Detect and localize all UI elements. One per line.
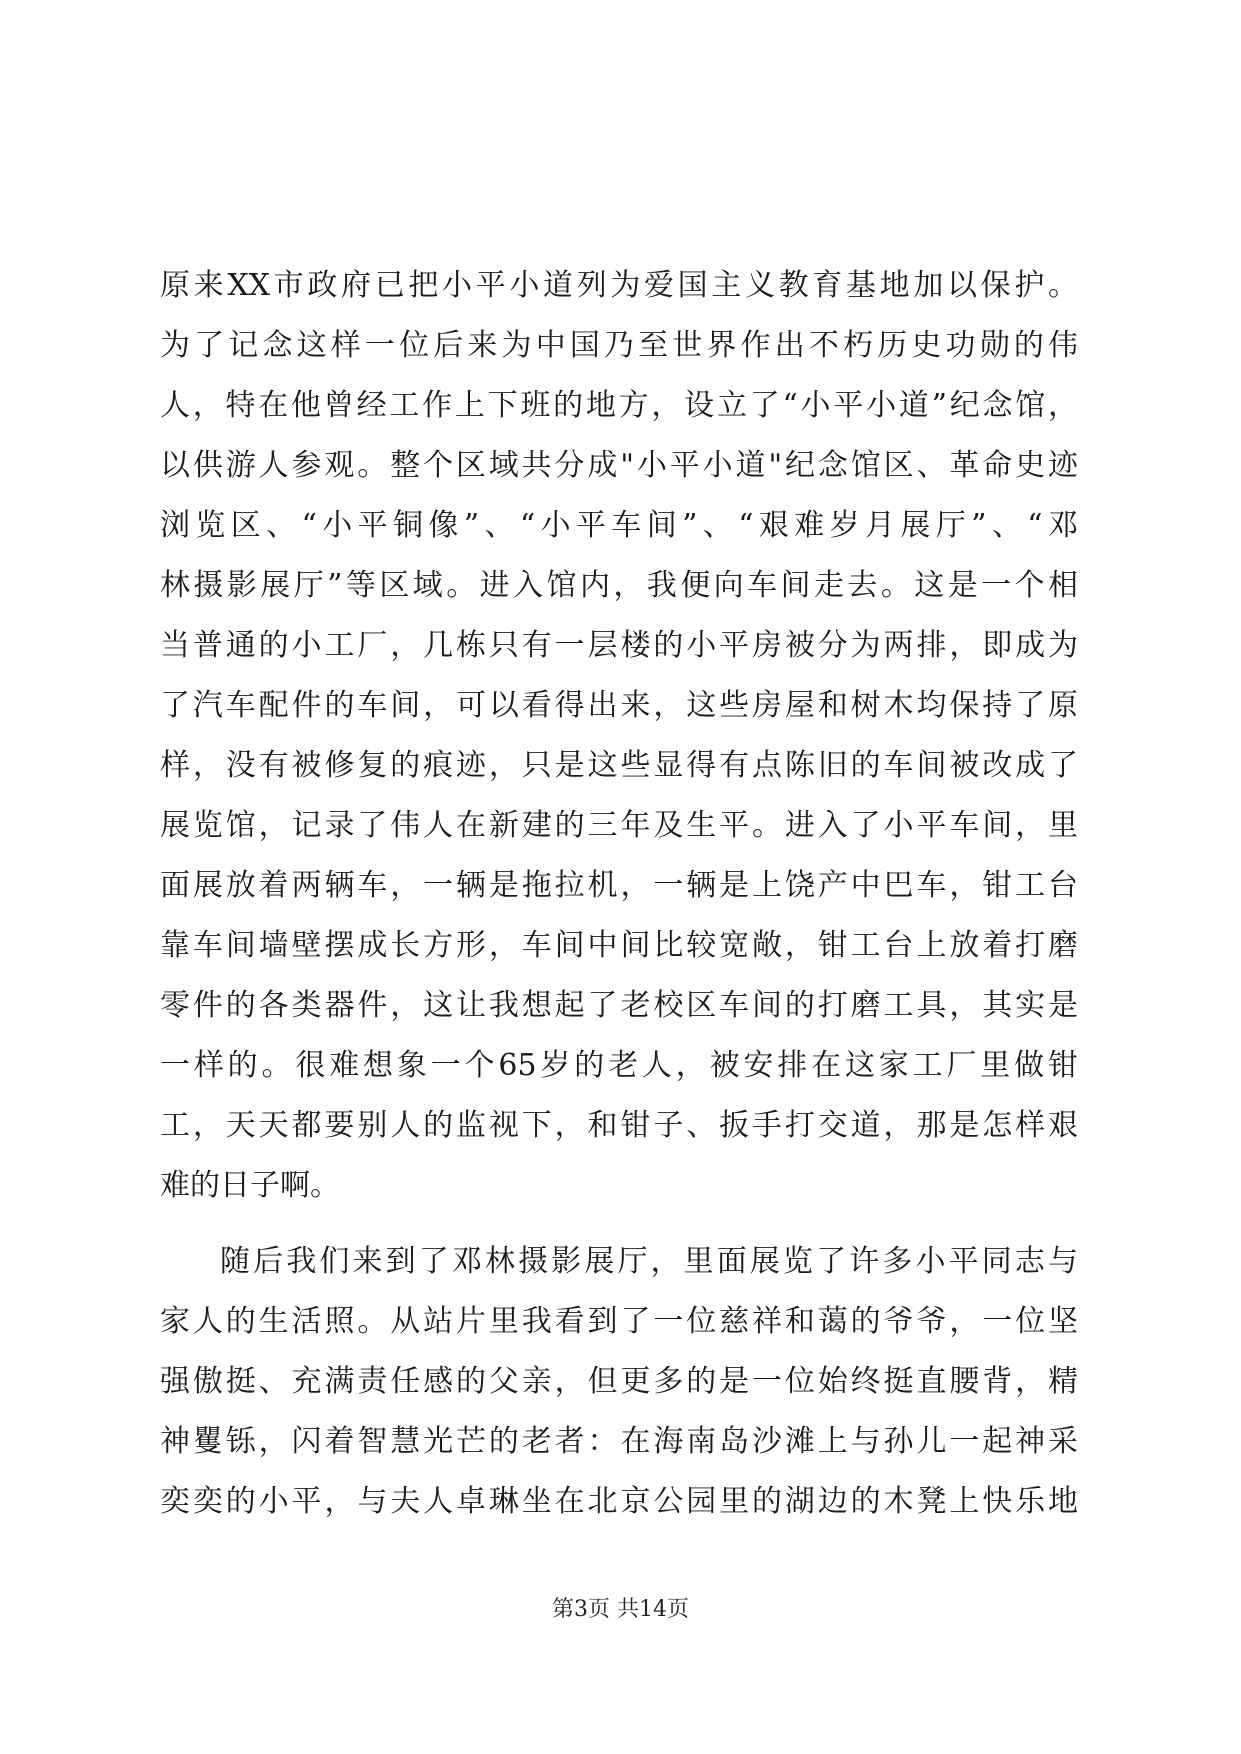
text-line: 人，特在他曾经工作上下班的地方，设立了“小平小道”纪念馆， [160, 388, 1078, 423]
text-line: 家人的生活照。从站片里我看到了一位慈祥和蔼的爷爷，一位坚 [160, 1304, 1078, 1339]
text-line: 强傲挺、充满责任感的父亲，但更多的是一位始终挺直腰背，精 [160, 1364, 1078, 1399]
text-line: 当普通的小工厂，几栋只有一层楼的小平房被分为两排，即成为 [160, 628, 1078, 663]
text-line: 零件的各类器件，这让我想起了老校区车间的打磨工具，其实是 [160, 988, 1078, 1023]
page-footer [0, 1595, 1241, 1625]
text-line: 靠车间墙壁摆成长方形，车间中间比较宽敞，钳工台上放着打磨 [160, 928, 1078, 963]
text-line: 以供游人参观。整个区域共分成"小平小道"纪念馆区、革命史迹 [160, 448, 1078, 483]
text-line: 浏览区、“小平铜像”、“小平车间”、“艰难岁月展厅”、“邓 [160, 508, 1078, 543]
text-line: 工，天天都要别人的监视下，和钳子、扳手打交道，那是怎样艰 [160, 1108, 1078, 1143]
text-line: 原来XX市政府已把小平小道列为爱国主义教育基地加以保护。 [160, 268, 1078, 303]
text-line: 展览馆，记录了伟人在新建的三年及生平。进入了小平车间，里 [160, 808, 1078, 843]
text-line: 样，没有被修复的痕迹，只是这些显得有点陈旧的车间被改成了 [160, 748, 1078, 783]
text-line: 难的日子啊。 [160, 1168, 340, 1203]
document-body [160, 256, 1078, 1532]
paragraph-2 [160, 1232, 1078, 1532]
text-line: 林摄影展厅”等区域。进入馆内，我便向车间走去。这是一个相 [160, 568, 1078, 603]
text-line: 神矍铄，闪着智慧光芒的老者：在海南岛沙滩上与孙儿一起神采 [160, 1424, 1078, 1459]
text-line: 随后我们来到了邓林摄影展厅，里面展览了许多小平同志与 [220, 1244, 1078, 1279]
page-number-label: 第3页 共14页 [552, 1597, 689, 1622]
text-line: 面展放着两辆车，一辆是拖拉机，一辆是上饶产中巴车，钳工台 [160, 868, 1078, 903]
text-line: 了汽车配件的车间，可以看得出来，这些房屋和树木均保持了原 [160, 688, 1078, 723]
paragraph-1 [160, 256, 1078, 1216]
text-line: 一样的。很难想象一个65岁的老人，被安排在这家工厂里做钳 [160, 1048, 1078, 1083]
text-line: 奕奕的小平，与夫人卓琳坐在北京公园里的湖边的木凳上快乐地 [160, 1484, 1078, 1519]
text-line: 为了记念这样一位后来为中国乃至世界作出不朽历史功勋的伟 [160, 328, 1078, 363]
